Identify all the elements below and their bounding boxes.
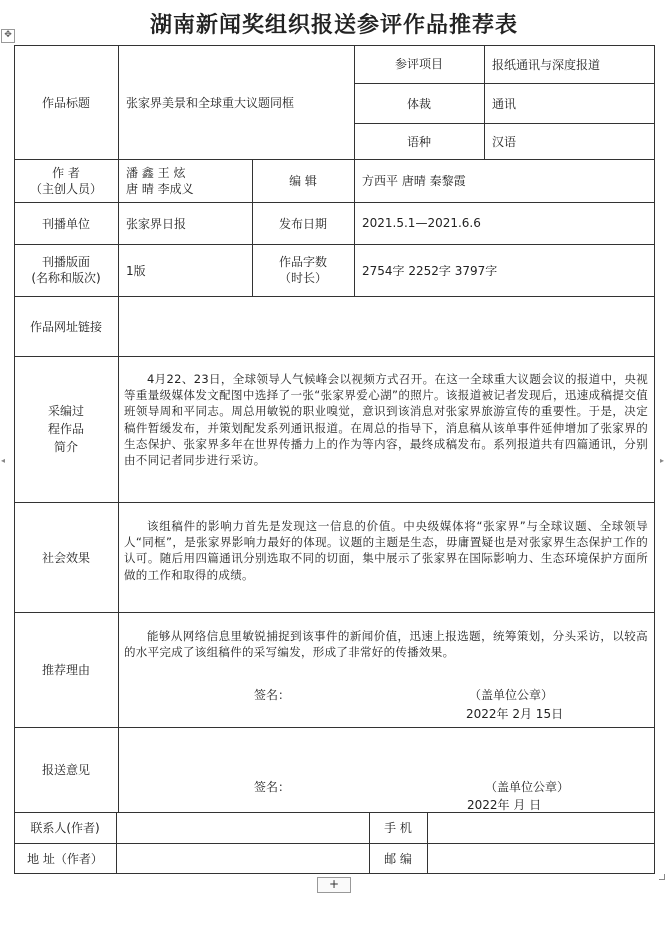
value-category[interactable]: 报纸通讯与深度报道: [492, 57, 601, 72]
reason-text[interactable]: 能够从网络信息里敏锐捕捉到该事件的新闻价值，迅速上报选题，统筹策划，分头采访，以较高的水平完成了该组稿件的采写编发，形成了非常好的传播效果。: [124, 629, 648, 660]
add-row-button[interactable]: +: [317, 877, 351, 893]
label-category: 参评项目: [394, 56, 443, 71]
label-author: [14, 159, 118, 202]
effect-text[interactable]: 该组稿件的影响力首先是发现这一信息的价值。中央级媒体将“张家界”与全球议题、全球领导人“同框”，是张家界影响力最好的体现。议题的主题是生态，毋庸置疑也是对张家界生态保护工作的认可。随后用四篇通讯分别选取不同的切面，集中展示了张家界在国际影响力、生态环境保护方面所做的工作和取得的成绩。: [124, 519, 648, 582]
label-word-count-sub: （时长）: [278, 271, 327, 285]
label-postcode: 邮 编: [384, 851, 412, 866]
document-title: 湖南新闻奖组织报送参评作品推荐表: [149, 13, 518, 38]
reason-date: 2022年 2月 15日: [466, 707, 564, 721]
label-work-title: 作品标题: [41, 95, 90, 110]
label-language: 语种: [406, 134, 431, 149]
label-author-main: 作 者: [52, 165, 80, 180]
value-postcode[interactable]: [427, 843, 654, 873]
value-genre[interactable]: 通讯: [492, 96, 517, 111]
value-work-title[interactable]: 张家界美景和全球重大议题同框: [126, 95, 295, 110]
value-editors[interactable]: 方西平 唐晴 秦黎霞: [362, 174, 466, 188]
value-contact[interactable]: [116, 812, 369, 843]
table-move-handle-icon[interactable]: ✥: [1, 29, 15, 43]
label-layout-main: 刊播版面: [41, 255, 90, 269]
label-genre: 体裁: [406, 96, 431, 111]
value-url[interactable]: [118, 296, 654, 356]
reason-seal: （盖单位公章）: [469, 688, 554, 702]
value-layout[interactable]: 1版: [126, 263, 146, 278]
label-editor: 编 辑: [289, 174, 317, 188]
label-layout: [14, 244, 118, 296]
row-insert-right-icon[interactable]: ▸: [660, 456, 665, 465]
label-word-count-main: 作品字数: [278, 255, 327, 269]
value-word-count[interactable]: 2754字 2252字 3797字: [362, 263, 498, 278]
process-text[interactable]: 4月22、23日，全球领导人气候峰会以视频方式召开。在这一全球重大议题会议的报道中，央视等重量级媒体发文配图中选择了一张“张家界爱心湖”的照片。该报道被记者发现后，迅速成稿提交值班领导周和平同志。周总用敏锐的职业嗅觉，意识到该消息对张家界旅游宣传的重要性。于是，决定稿件暂缓发布，并策划配发系列通讯报道。在周总的指导下，消息稿从该单事件延伸增加了张家界的生态保护、张家界多年在世界传播力上的作为等内容，最终成稿发布。系列报道共有四篇通讯，分别由不同记者同步进行采访。: [124, 372, 648, 468]
value-address[interactable]: [116, 843, 369, 873]
opinion-sign-label: 签名：: [254, 780, 291, 794]
label-url: 作品网址链接: [29, 319, 102, 334]
value-publish-date[interactable]: 2021.5.1—2021.6.6: [362, 216, 481, 230]
opinion-seal: （盖单位公章）: [485, 780, 570, 794]
label-reason: 推荐理由: [41, 663, 90, 677]
value-phone[interactable]: [427, 812, 654, 843]
label-author-sub: （主创人员）: [29, 181, 102, 196]
value-authors[interactable]: [118, 159, 252, 202]
label-effect: 社会效果: [41, 550, 90, 565]
label-word-count: [252, 244, 354, 296]
label-layout-sub: (名称和版次): [31, 271, 101, 285]
table-resize-handle-icon[interactable]: [659, 874, 665, 880]
label-publish-date: 发布日期: [278, 216, 327, 231]
label-publisher: 刊播单位: [41, 216, 90, 231]
label-process: 采编过程作品简介: [47, 404, 84, 454]
row-insert-left-icon[interactable]: ◂: [1, 456, 6, 465]
label-phone: 手 机: [384, 821, 412, 835]
value-publisher[interactable]: 张家界日报: [126, 216, 187, 231]
label-contact: 联系人(作者): [30, 821, 100, 835]
authors-line-2: 唐 晴 李成义: [126, 181, 194, 196]
opinion-date: 2022年 月 日: [467, 798, 542, 812]
recommendation-table: [14, 45, 654, 873]
reason-sign-label: 签名：: [254, 688, 291, 702]
authors-line-1: 潘 鑫 王 炫: [126, 165, 186, 180]
label-address: 地 址（作者）: [27, 851, 103, 866]
label-opinion: 报送意见: [41, 763, 90, 777]
value-language[interactable]: 汉语: [492, 134, 517, 149]
